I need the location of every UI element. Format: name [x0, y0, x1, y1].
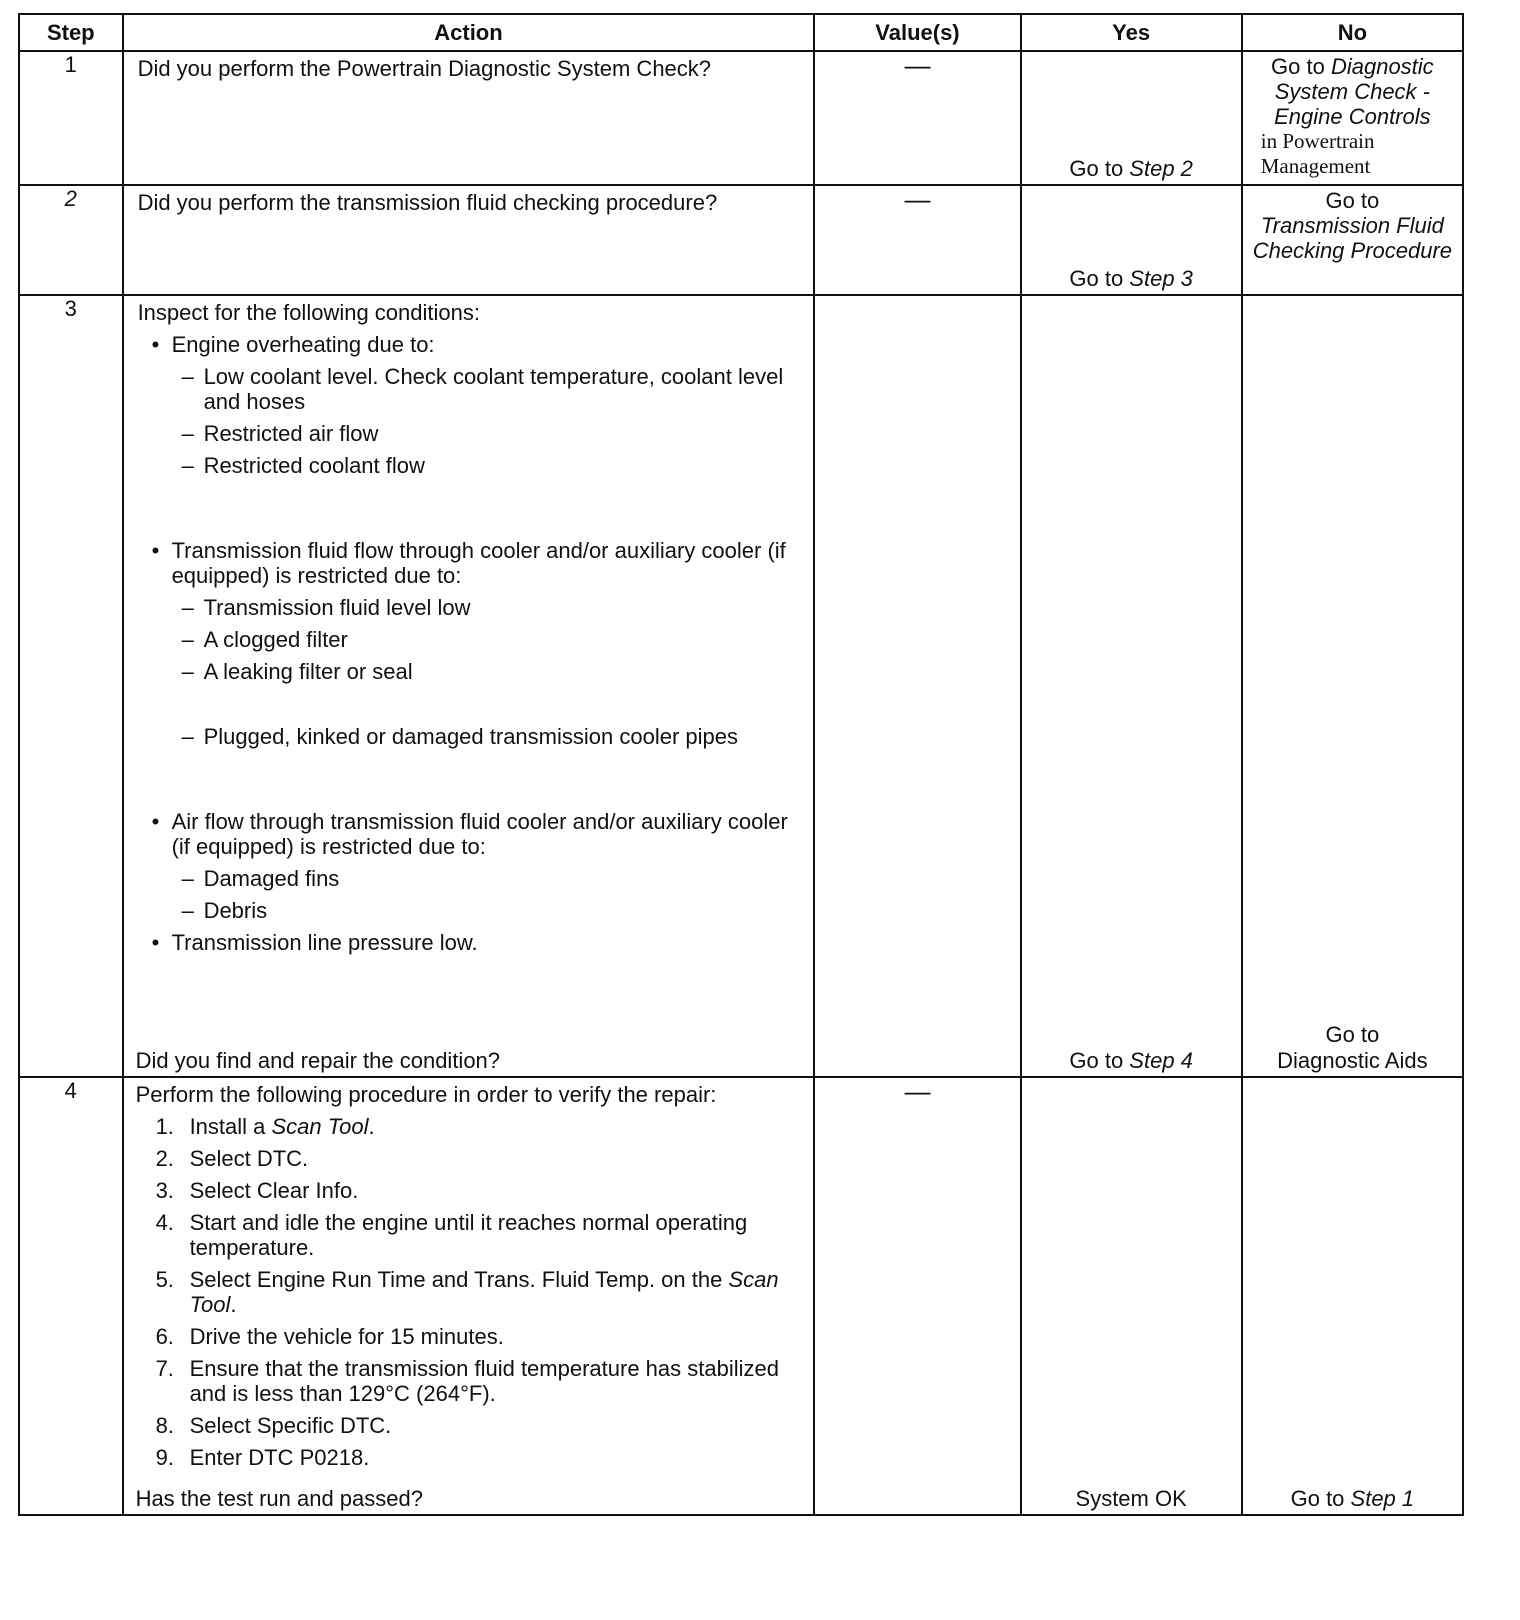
bullet-item: • Transmission line pressure low.	[148, 930, 804, 955]
table-row	[19, 185, 1463, 295]
list-item: 7. Ensure that the transmission fluid temperature has stabilized and is less than 129°C (264°F).	[155, 1356, 779, 1406]
list-item: 5. Select Engine Run Time and Trans. Fluid Temp. on the Scan Tool.	[155, 1267, 779, 1317]
step-number: 4	[19, 1077, 123, 1515]
bullet-item: • Transmission fluid flow through cooler and/or auxiliary cooler (if equipped) is restricted due to:	[148, 538, 804, 588]
header-step: Step	[19, 14, 123, 51]
dash-item: – Debris	[182, 898, 804, 923]
header-no: No	[1242, 14, 1463, 51]
list-item: 8. Select Specific DTC.	[155, 1413, 392, 1438]
dash-item: – Restricted air flow	[182, 421, 804, 446]
action-cell	[123, 1077, 815, 1515]
no-cell	[1242, 185, 1463, 295]
yes-cell	[1021, 1077, 1242, 1515]
table-row	[19, 295, 1463, 1077]
yes-text: Go to Step 4	[1069, 1048, 1193, 1073]
dash-item: – Restricted coolant flow	[182, 453, 804, 478]
procedure-link[interactable]: Transmission Fluid Checking Procedure	[1252, 213, 1453, 263]
no-cell	[1242, 1077, 1463, 1515]
no-text: Go to Diagnostic Aids	[1243, 1022, 1462, 1074]
yes-cell	[1021, 295, 1242, 1077]
dash-item: – Plugged, kinked or damaged transmission cooler pipes	[182, 724, 804, 749]
step-link[interactable]: Step 4	[1129, 1048, 1193, 1073]
yes-cell	[1021, 51, 1242, 185]
header-values: Value(s)	[814, 14, 1020, 51]
step-link[interactable]: Step 1	[1350, 1486, 1415, 1511]
bullet-item: • Air flow through transmission fluid cooler and/or auxiliary cooler (if equipped) is restricted due to:	[148, 809, 804, 859]
header-row	[19, 14, 1463, 51]
no-cell	[1242, 295, 1463, 1077]
yes-cell	[1021, 185, 1242, 295]
action-cell	[123, 51, 815, 185]
list-item: 1. Install a Scan Tool.	[155, 1114, 375, 1139]
yes-text: System OK	[1075, 1486, 1187, 1511]
bullet-item: • Engine overheating due to:	[148, 332, 804, 357]
value-cell: —	[814, 51, 1020, 185]
dash-item: – A clogged filter	[182, 627, 804, 652]
action-cell	[123, 295, 815, 1077]
procedure-link[interactable]: Diagnostic System Check - Engine Controls	[1274, 54, 1434, 129]
value-cell	[814, 295, 1020, 1077]
procedure-link[interactable]: Diagnostic Aids	[1277, 1048, 1428, 1073]
list-item: 2. Select DTC.	[155, 1146, 309, 1171]
step-link[interactable]: Step 3	[1129, 266, 1193, 291]
step-link[interactable]: Step 2	[1129, 156, 1193, 181]
step-number: 2	[64, 186, 77, 211]
action-text: Inspect for the following conditions: • Engine overheating due to: – Low coolant level. Check coolant temperature, coolant level and hoses – Restricted air flow – Restricted coolant flow • Transmission fluid flow through cooler and/or auxiliary cooler (if equipped) is restricted due to: – Transmission fluid level low – A clogged filter – A leaking filter or seal – Plugged, kinked or damaged transmission cooler pipes • Air flow through transmission fluid cooler and/or auxiliary cooler (if equipped) is restricted due to: – Damaged fins – Debris • Transmission line pressure low.	[124, 296, 814, 959]
diagnostic-table	[18, 13, 1464, 1516]
table-row	[19, 1077, 1463, 1515]
list-item: 3. Select Clear Info.	[155, 1178, 359, 1203]
table-row	[19, 51, 1463, 185]
dash-item: – Transmission fluid level low	[182, 595, 804, 620]
list-item: 6. Drive the vehicle for 15 minutes.	[155, 1324, 504, 1349]
value-cell: —	[814, 1077, 1020, 1515]
no-text: Go to Diagnostic System Check - Engine Controls in Powertrain Management	[1260, 54, 1434, 178]
dash-item: – Damaged fins	[182, 866, 804, 891]
action-question: Has the test run and passed?	[135, 1486, 423, 1511]
no-text: Go to Step 1	[1290, 1486, 1415, 1511]
action-text: Perform the following procedure in order to verify the repair: 1. Install a Scan Tool. 2. Select DTC. 3. Select Clear Info. 4. Start and idle the engine until it reaches normal operating temperature. 5. Select Engine Run Time and Trans. Fluid Temp. on the Scan Tool. 6. Drive the vehicle for 15 minutes. 7. Ensure that the transmission fluid temperature has stabilized and is less than 129°C (264°F). 8. Select Specific DTC. 9. Enter DTC P0218.	[124, 1078, 814, 1474]
step-number: 1	[19, 51, 123, 185]
dash-item: – A leaking filter or seal	[182, 659, 804, 684]
action-cell	[123, 185, 815, 295]
yes-text: Go to Step 2	[1069, 156, 1193, 181]
action-question: Did you find and repair the condition?	[135, 1048, 501, 1073]
action-text: Did you perform the transmission fluid checking procedure?	[137, 190, 718, 215]
yes-text: Go to Step 3	[1069, 266, 1193, 291]
step-number: 3	[19, 295, 123, 1077]
list-item: 4. Start and idle the engine until it reaches normal operating temperature.	[155, 1210, 748, 1260]
header-yes: Yes	[1021, 14, 1242, 51]
no-text: Go to Transmission Fluid Checking Procedure	[1252, 188, 1453, 263]
header-action: Action	[123, 14, 815, 51]
action-text: Did you perform the Powertrain Diagnostic System Check?	[137, 56, 712, 81]
dash-item: – Low coolant level. Check coolant temperature, coolant level and hoses	[182, 364, 804, 414]
value-cell: —	[814, 185, 1020, 295]
no-cell	[1242, 51, 1463, 185]
list-item: 9. Enter DTC P0218.	[155, 1445, 370, 1470]
